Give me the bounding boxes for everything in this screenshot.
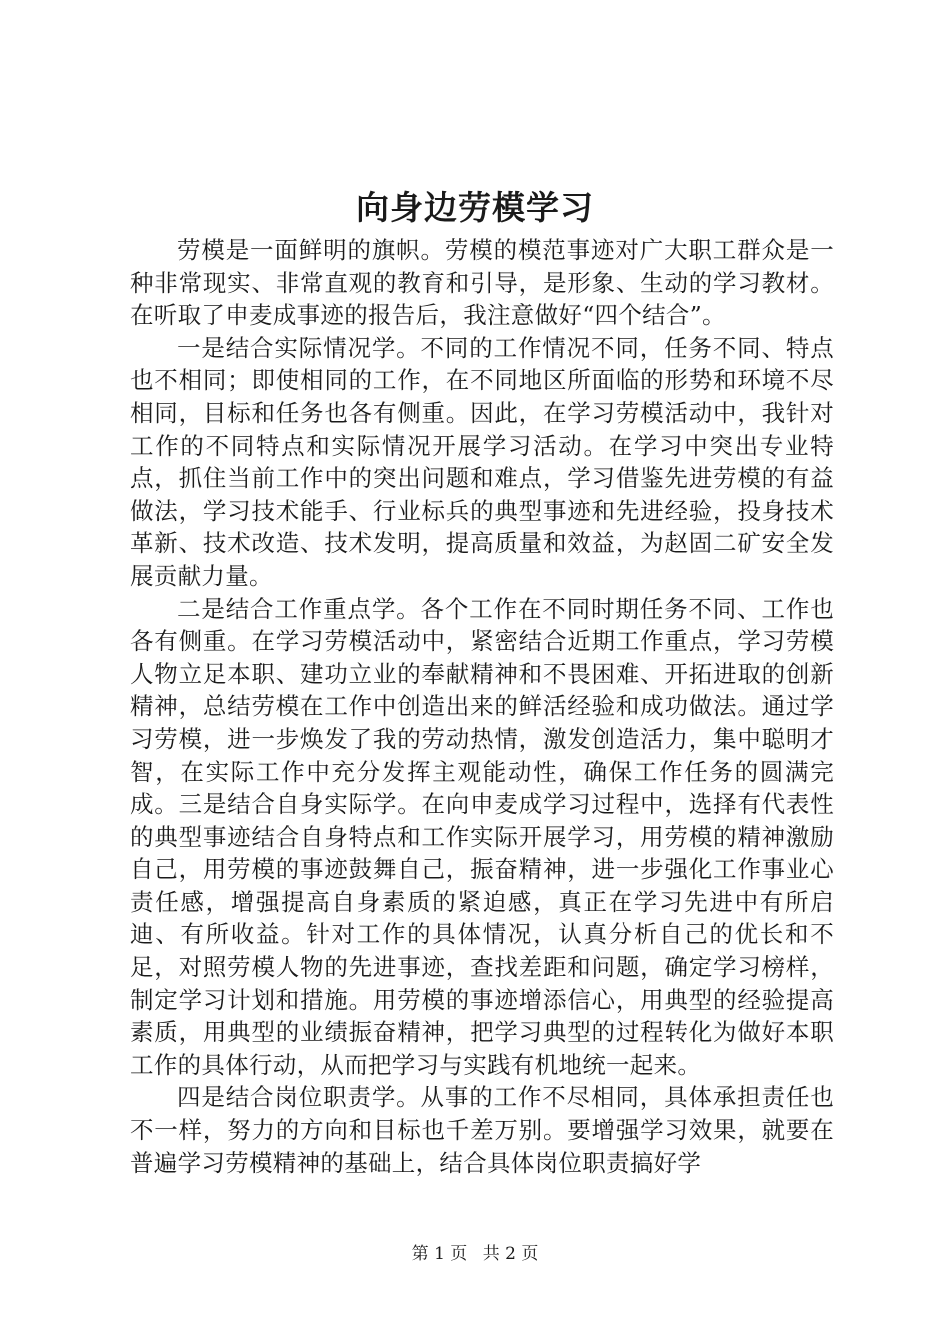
document-title: 向身边劳模学习 [356,188,594,227]
page-total: 共 2 页 [482,1244,539,1264]
page-footer [0,1242,950,1266]
paragraph-intro: 劳模是一面鲜明的旗帜。劳模的模范事迹对广大职工群众是一种非常现实、非常直观的教育和引导，是形象、生动的学习教材。在听取了申麦成事迹的报告后，我注意做好“四个结合”。 [130,236,834,330]
page-number: 第 1 页 [411,1244,468,1264]
document-body [130,234,834,1179]
paragraph-point-four: 四是结合岗位职责学。从事的工作不尽相同，具体承担责任也不一样，努力的方向和目标也千差万别。要增强学习效果，就要在普遍学习劳模精神的基础上，结合具体岗位职责搞好学 [130,1083,834,1177]
paragraph-point-one: 一是结合实际情况学。不同的工作情况不同，任务不同、特点也不相同；即使相同的工作，在不同地区所面临的形势和环境不尽相同，目标和任务也各有侧重。因此，在学习劳模活动中，我针对工作的不同特点和实际情况开展学习活动。在学习中突出专业特点，抓住当前工作中的突出问题和难点，学习借鉴先进劳模的有益做法，学习技术能手、行业标兵的典型事迹和先进经验，投身技术革新、技术改造、技术发明，提高质量和效益，为赵固二矿安全发展贡献力量。 [130,333,834,590]
paragraph-point-two-three: 二是结合工作重点学。各个工作在不同时期任务不同、工作也各有侧重。在学习劳模活动中，紧密结合近期工作重点，学习劳模人物立足本职、建功立业的奉献精神和不畏困难、开拓进取的创新精神，总结劳模在工作中创造出来的鲜活经验和成功做法。通过学习劳模，进一步焕发了我的劳动热情，激发创造活力，集中聪明才智，在实际工作中充分发挥主观能动性，确保工作任务的圆满完成。三是结合自身实际学。在向申麦成学习过程中，选择有代表性的典型事迹结合自身特点和工作实际开展学习，用劳模的精神激励自己，用劳模的事迹鼓舞自己，振奋精神，进一步强化工作事业心责任感，增强提高自身素质的紧迫感，真正在学习先进中有所启迪、有所收益。针对工作的具体情况，认真分析自己的优长和不足，对照劳模人物的先进事迹，查找差距和问题，确定学习榜样，制定学习计划和措施。用劳模的事迹增添信心，用典型的经验提高素质，用典型的业绩振奋精神，把学习典型的过程转化为做好本职工作的具体行动，从而把学习与实践有机地统一起来。 [130,594,834,1079]
